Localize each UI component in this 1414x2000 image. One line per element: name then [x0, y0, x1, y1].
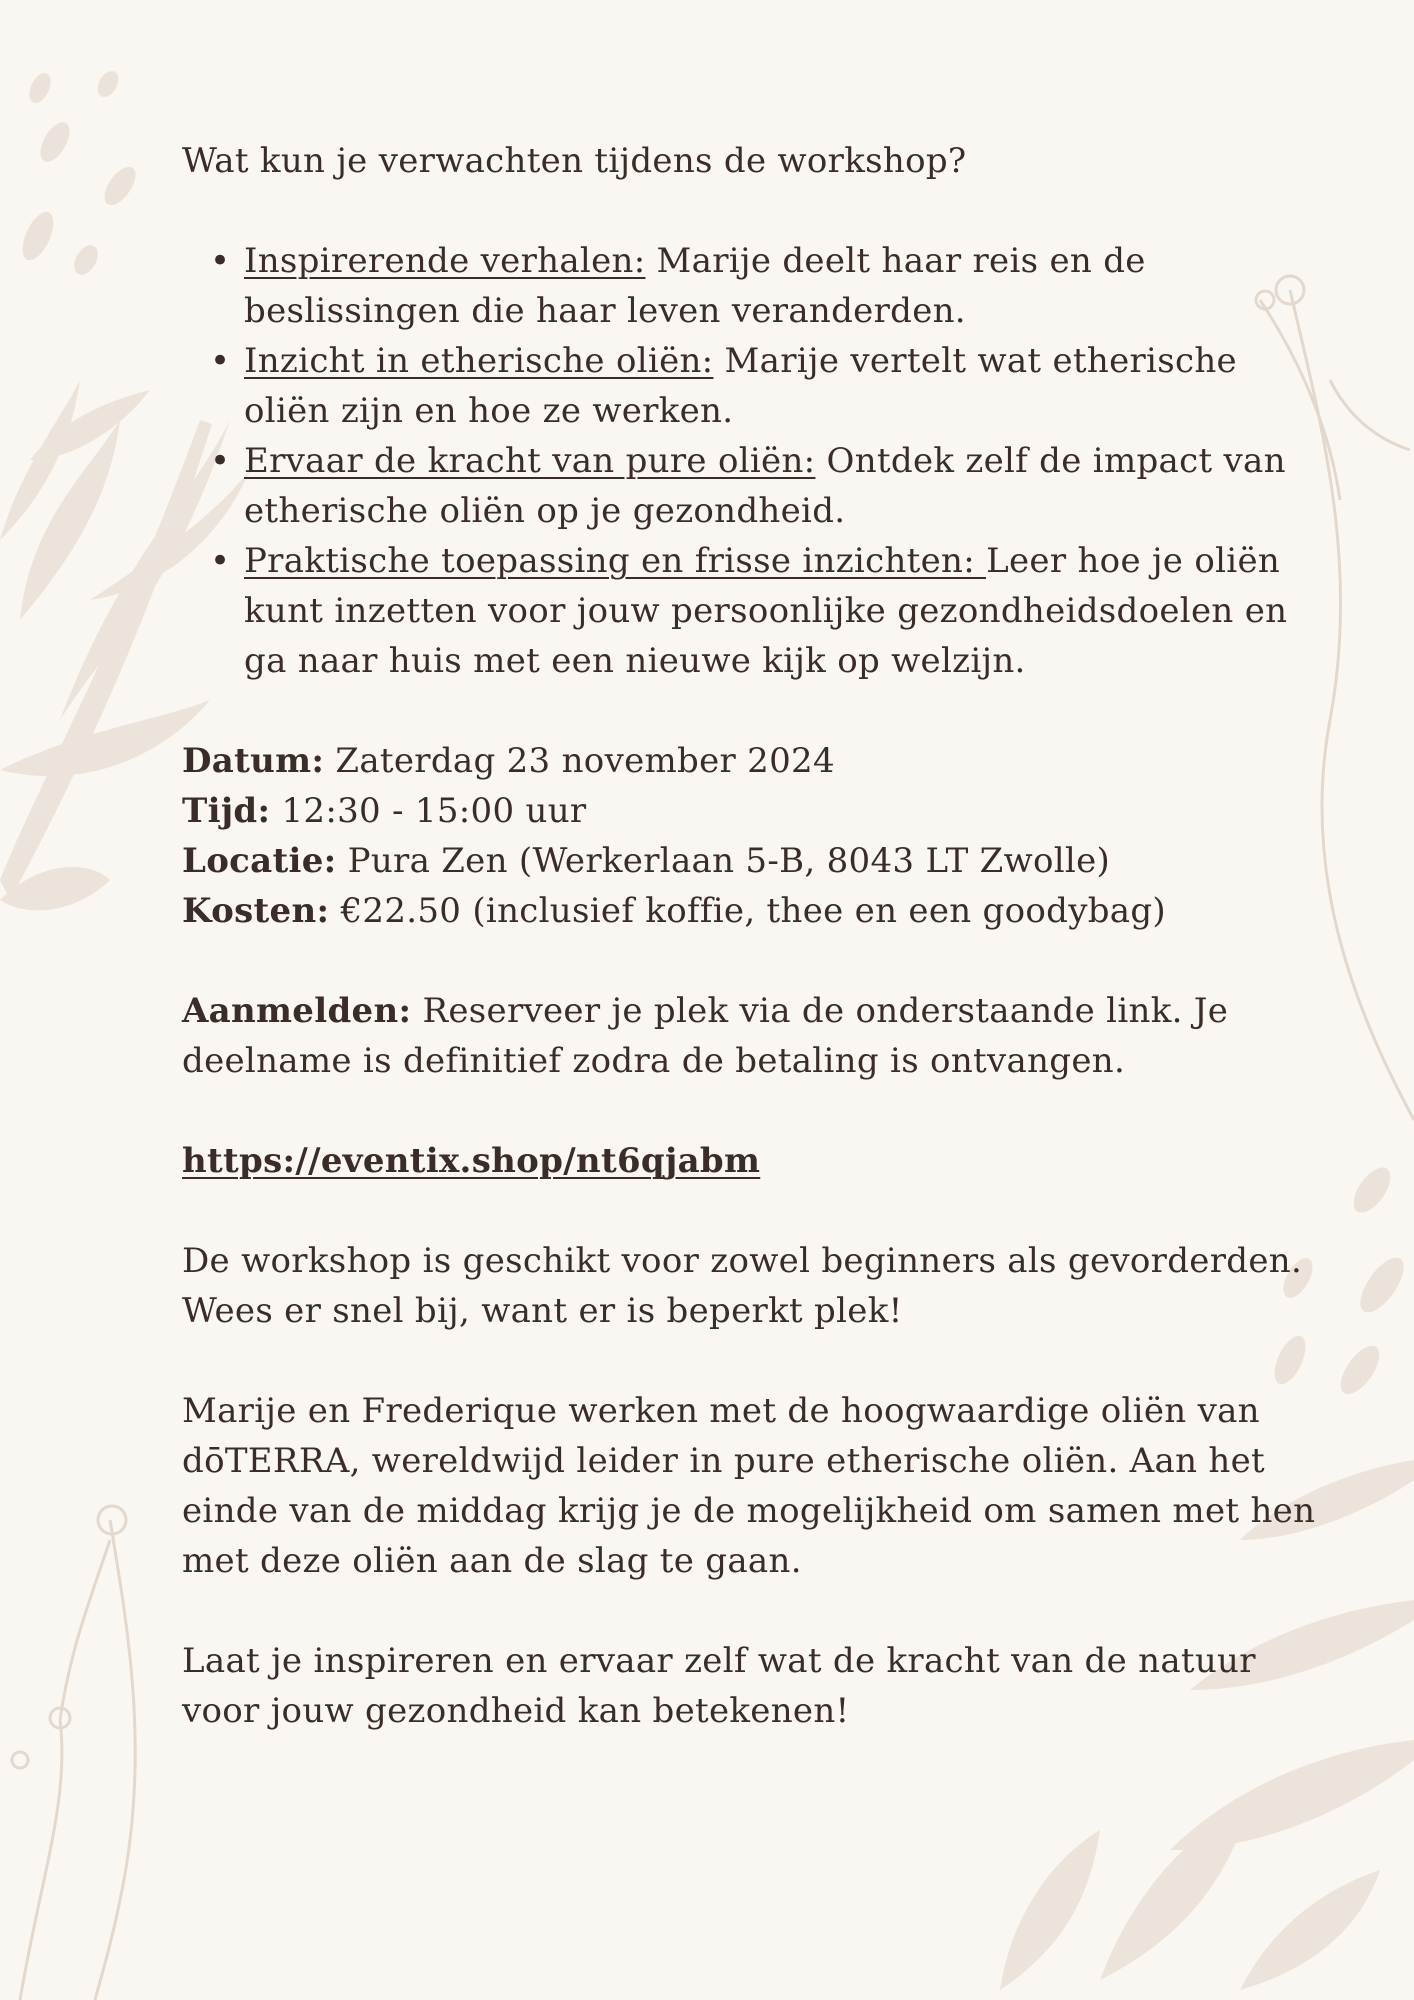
point-text: Ontdek zelf de impact van etherische oliën op je gezondheid.	[244, 441, 1286, 531]
list-item	[182, 436, 1322, 536]
point-title: Ervaar de kracht van pure oliën:	[244, 441, 816, 481]
bullet-icon: •	[210, 241, 231, 281]
date-label: Datum:	[182, 741, 325, 781]
workshop-content	[182, 136, 1322, 1786]
point-text: Marije deelt haar reis en de beslissingen die haar leven veranderden.	[244, 241, 1146, 331]
section-heading: Wat kun je verwachten tijdens de workshop?	[182, 141, 967, 181]
list-item	[182, 536, 1322, 686]
expectation-list	[182, 236, 1322, 686]
location-value: Pura Zen (Werkerlaan 5-B, 8043 LT Zwolle)	[336, 841, 1111, 881]
event-details	[182, 736, 1322, 936]
link-paragraph	[182, 1136, 1322, 1186]
bullet-icon: •	[210, 541, 231, 581]
doterra-paragraph: Marije en Frederique werken met de hoogwaardige oliën van dōTERRA, wereldwijd leider in pure etherische oliën. Aan het einde van de middag krijg je de mogelijkheid om samen met hen met deze oliën aan de slag te gaan.	[182, 1391, 1316, 1581]
bullet-icon: •	[210, 341, 231, 381]
point-title: Inzicht in etherische oliën:	[244, 341, 714, 381]
time-label: Tijd:	[182, 791, 271, 831]
suitability-paragraph: De workshop is geschikt voor zowel beginners als gevorderden. Wees er snel bij, want er is beperkt plek!	[182, 1241, 1303, 1331]
location-line	[182, 836, 1322, 886]
bullet-icon: •	[210, 441, 231, 481]
list-item	[182, 336, 1322, 436]
signup-text: Reserveer je plek via de onderstaande link. Je deelname is definitief zodra de betaling is ontvangen.	[182, 991, 1229, 1081]
cost-value: €22.50 (inclusief koffie, thee en een goodybag)	[329, 891, 1166, 931]
signup-label: Aanmelden:	[182, 991, 412, 1031]
date-line	[182, 736, 1322, 786]
point-title: Inspirerende verhalen:	[244, 241, 646, 281]
cost-label: Kosten:	[182, 891, 330, 931]
point-text: Leer hoe je oliën kunt inzetten voor jouw persoonlijke gezondheidsdoelen en ga naar huis met een nieuwe kijk op welzijn.	[244, 541, 1288, 681]
signup-paragraph	[182, 986, 1322, 1086]
time-line	[182, 786, 1322, 836]
closing-paragraph: Laat je inspireren en ervaar zelf wat de kracht van de natuur voor jouw gezondheid kan betekenen!	[182, 1641, 1256, 1731]
date-value: Zaterdag 23 november 2024	[324, 741, 835, 781]
location-label: Locatie:	[182, 841, 337, 881]
point-text: Marije vertelt wat etherische oliën zijn en hoe ze werken.	[244, 341, 1237, 431]
list-item	[182, 236, 1322, 336]
point-title: Praktische toepassing en frisse inzichten:	[244, 541, 987, 581]
time-value: 12:30 - 15:00 uur	[270, 791, 587, 831]
registration-link[interactable]: https://eventix.shop/nt6qjabm	[182, 1141, 761, 1181]
cost-line	[182, 886, 1322, 936]
